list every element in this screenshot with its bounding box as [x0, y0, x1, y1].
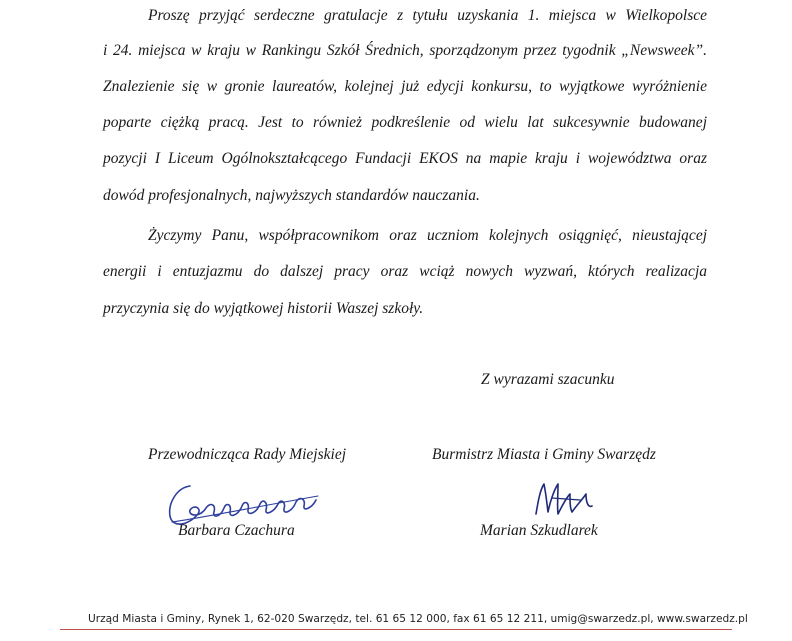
right-signatory-name: Marian Szkudlarek [480, 522, 598, 539]
left-signatory-name: Barbara Czachura [178, 522, 295, 539]
body-line-2: i 24. miejsca w kraju w Rankingu Szkół Średnich, sporządzonym przez tygodnik „Newsweek”. [103, 42, 707, 59]
body-line-3: Znalezienie się w gronie laureatów, kolejnej już edycji konkursu, to wyjątkowe wyróżnienie [103, 78, 707, 95]
body-line-1: Proszę przyjąć serdeczne gratulacje z tytułu uzyskania 1. miejsca w Wielkopolsce [148, 7, 707, 24]
body-line-5: pozycji I Liceum Ogólnokształcącego Fundacji EKOS na mapie kraju i województwa oraz [103, 150, 707, 167]
left-signatory-title: Przewodnicząca Rady Miejskiej [148, 446, 347, 463]
closing-phrase: Z wyrazami szacunku [481, 371, 615, 388]
right-signatory-title: Burmistrz Miasta i Gminy Swarzędz [432, 446, 656, 463]
body-line-4: poparte ciężką pracą. Jest to również podkreślenie od wielu lat sukcesywnie budowanej [103, 114, 707, 131]
footer-contact-info: Urząd Miasta i Gminy, Rynek 1, 62-020 Swarzędz, tel. 61 65 12 000, fax 61 65 12 211, umig@swarzedz.pl, www.swarzedz.pl [88, 613, 748, 625]
body-line-7: Życzymy Panu, współpracownikom oraz uczniom kolejnych osiągnięć, nieustającej [148, 227, 707, 244]
body-line-9: przyczynia się do wyjątkowej historii Waszej szkoły. [103, 300, 424, 317]
right-handwritten-signature [530, 478, 600, 520]
body-line-8: energii i entuzjazmu do dalszej pracy oraz wciąż nowych wyzwań, których realizacja [103, 263, 707, 280]
footer-divider [60, 629, 732, 630]
body-line-6: dowód profesjonalnych, najwyższych standardów nauczania. [103, 187, 480, 204]
